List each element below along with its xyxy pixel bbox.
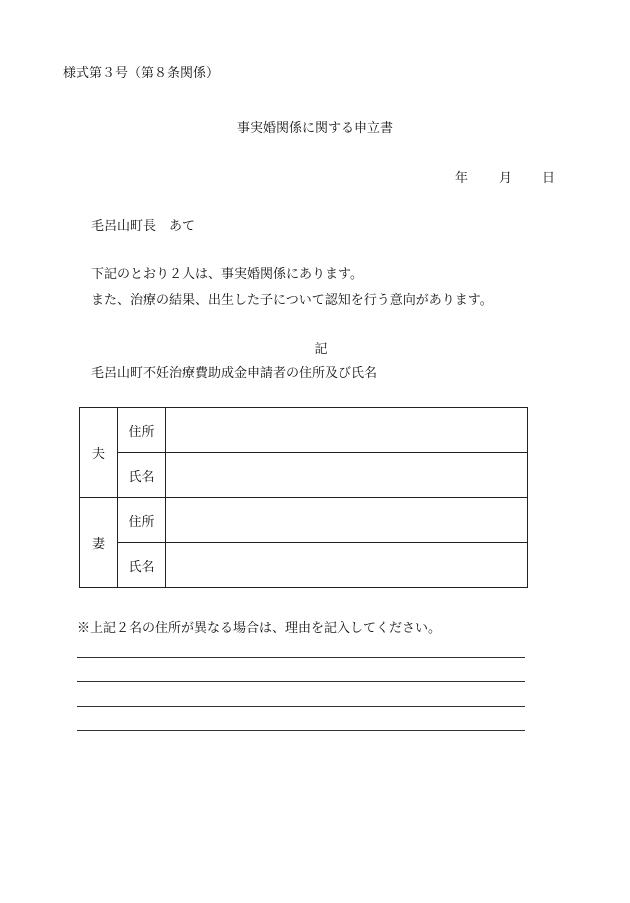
husband-address-label: 住所 <box>118 408 166 453</box>
ki-heading: 記 <box>314 342 328 357</box>
husband-name-row <box>80 453 528 498</box>
wife-name-field[interactable] <box>166 543 528 588</box>
statement-line-2: また、治療の結果、出生した子について認知を行う意向があります。 <box>91 293 493 308</box>
date-month-label: 月 <box>499 171 513 186</box>
reason-write-line[interactable] <box>77 681 525 682</box>
husband-name-label: 氏名 <box>118 453 166 498</box>
addressee: 毛呂山町長 あて <box>91 219 196 234</box>
reason-write-line[interactable] <box>77 706 525 707</box>
applicant-table <box>79 407 528 588</box>
wife-address-row <box>80 498 528 543</box>
date-day-label: 日 <box>542 171 556 186</box>
reason-note: ※上記２名の住所が異なる場合は、理由を記入してください。 <box>77 621 442 636</box>
statement-line-1: 下記のとおり２人は、事実婚関係にあります。 <box>91 267 363 282</box>
reason-write-line[interactable] <box>77 657 525 658</box>
applicant-heading: 毛呂山町不妊治療費助成金申請者の住所及び氏名 <box>91 366 378 381</box>
wife-address-label: 住所 <box>118 498 166 543</box>
wife-address-field[interactable] <box>166 498 528 543</box>
husband-role-cell: 夫 <box>80 408 118 498</box>
form-number: 様式第３号（第８条関係） <box>63 66 220 81</box>
wife-name-label: 氏名 <box>118 543 166 588</box>
wife-role-cell: 妻 <box>80 498 118 588</box>
date-year-label: 年 <box>455 171 469 186</box>
wife-name-row <box>80 543 528 588</box>
husband-name-field[interactable] <box>166 453 528 498</box>
husband-address-field[interactable] <box>166 408 528 453</box>
date-line <box>455 172 555 186</box>
husband-address-row <box>80 408 528 453</box>
reason-write-line[interactable] <box>77 730 525 731</box>
document-title: 事実婚関係に関する申立書 <box>236 121 393 136</box>
